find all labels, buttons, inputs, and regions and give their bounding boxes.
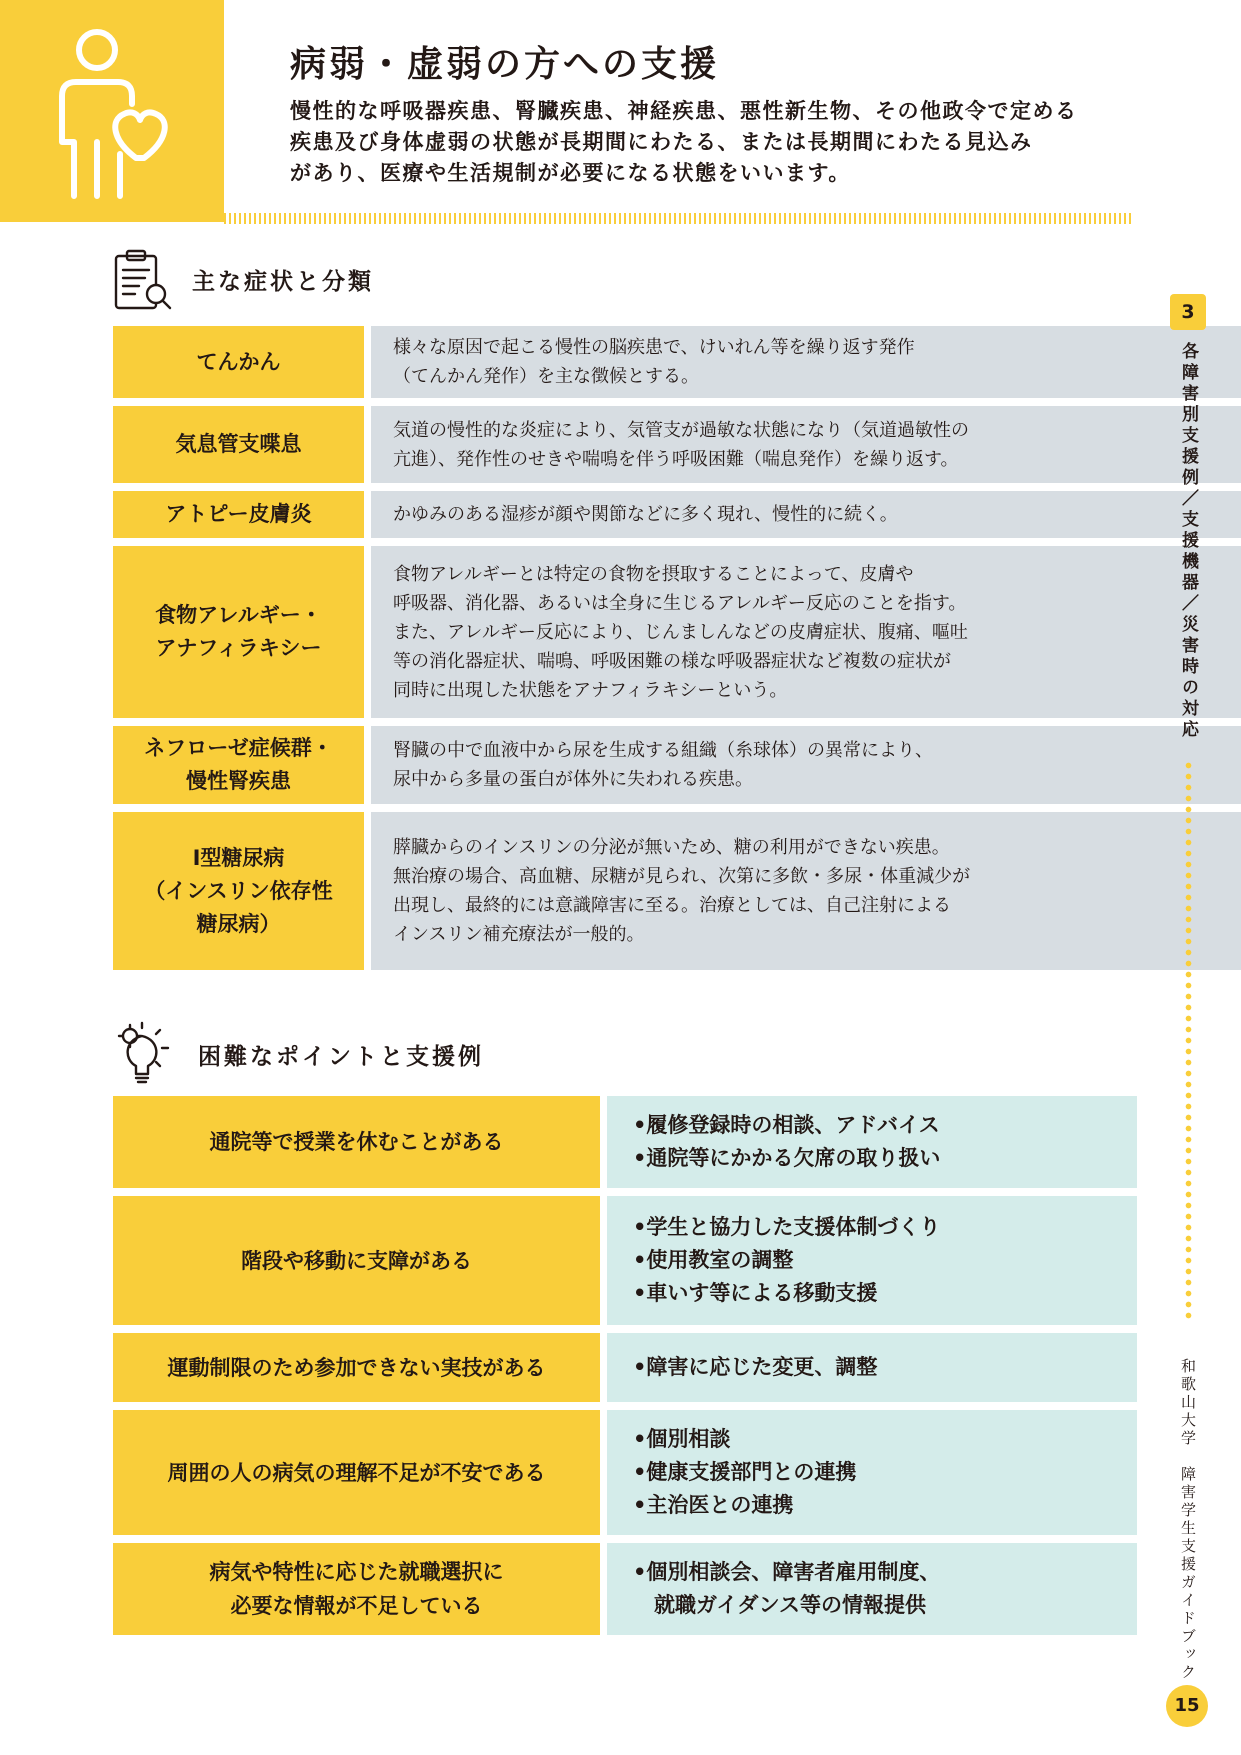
difficulty-point (113, 1543, 607, 1635)
term-line: 糖尿病） (196, 911, 281, 936)
term-line: Ⅰ型糖尿病 (192, 845, 285, 870)
desc-line: 膵臓からのインスリンの分泌が無いため、糖の利用ができない疾患。 (393, 837, 950, 858)
desc-line: （てんかん発作）を主な徴候とする。 (393, 366, 699, 387)
term-line: 食物アレルギー・ (155, 603, 322, 627)
desc-line: 食物アレルギーとは特定の食物を摂取することによって、皮膚や (393, 563, 914, 585)
intro-line: 慢性的な呼吸器疾患、腎臓疾患、神経疾患、悪性新生物、その他政令で定める (290, 99, 1078, 123)
lightbulb-gear-icon (112, 1020, 174, 1086)
desc-line: 同時に出現した状態をアナフィラキシーという。 (393, 679, 788, 701)
intro-line: 疾患及び身体虚弱の状態が長期間にわたる、または長期間にわたる見込み (290, 130, 1033, 154)
symptom-term (113, 491, 371, 538)
example-line: •個別相談 (633, 1427, 731, 1451)
example-line: 就職ガイダンス等の情報提供 (633, 1593, 926, 1617)
difficulty-point (113, 1333, 607, 1402)
page-title: 病弱・虚弱の方への支援 (290, 44, 720, 85)
support-table (113, 1088, 1137, 1643)
intro-line: があり、医療や生活規制が必要になる状態をいいます。 (290, 161, 851, 185)
symptom-term (113, 406, 371, 483)
difficulty-point (113, 1410, 607, 1535)
symptom-description (371, 406, 1241, 483)
desc-line: 気道の慢性的な炎症により、気管支が過敏な状態になり（気道過敏性の (393, 419, 969, 441)
desc-line: 出現し、最終的には意識障害に至る。治療としては、自己注射による (393, 895, 951, 916)
point-line: 周囲の人の病気の理解不足が不安である (167, 1460, 546, 1485)
desc-line: 様々な原因で起こる慢性の脳疾患で、けいれん等を繰り返す発作 (393, 337, 915, 358)
difficulty-point (113, 1096, 607, 1188)
point-line: 通院等で授業を休むことがある (209, 1130, 504, 1154)
chapter-title-vertical: 各障害別支援例／支援機器／災害時の対応 (1178, 342, 1198, 741)
symptom-term (113, 726, 371, 804)
example-line: •学生と協力した支援体制づくり (633, 1215, 941, 1239)
person-heart-icon (52, 24, 172, 204)
table-row (113, 1543, 1137, 1635)
support-heading: 困難なポイントと支援例 (198, 1044, 484, 1070)
example-line: •障害に応じた変更、調整 (633, 1355, 878, 1379)
page-number-badge: 15 (1166, 1685, 1208, 1727)
term-line: 気息管支喋息 (175, 432, 302, 456)
header-divider (224, 213, 1132, 224)
term-line: アナフィラキシー (155, 636, 322, 660)
desc-line: 亢進）、発作性のせきや喘鳴を伴う呼吸困難（喘息発作）を繰り返す。 (393, 448, 959, 470)
point-line: 運動制限のため参加できない実技がある (167, 1355, 546, 1380)
support-examples (607, 1096, 1137, 1188)
desc-line: 尿中から多量の蛋白が体外に失われる疾患。 (393, 769, 753, 790)
example-line: •個別相談会、障害者雇用制度、 (633, 1560, 941, 1584)
point-line: 必要な情報が不足している (230, 1594, 483, 1618)
symptom-description (371, 546, 1241, 718)
support-examples (607, 1543, 1137, 1635)
symptom-term (113, 812, 371, 970)
book-title-vertical: 和歌山大学 障害学生支援ガイドブック (1179, 1358, 1197, 1682)
header-accent-block (0, 0, 224, 222)
desc-line: 呼吸器、消化器、あるいは全身に生じるアレルギー反応のことを指す。 (393, 592, 967, 614)
example-line: •通院等にかかる欠席の取り扱い (633, 1146, 941, 1170)
term-line: （インスリン依存性 (144, 878, 333, 903)
example-line: •主治医との連携 (633, 1493, 794, 1517)
chapter-number-badge: 3 (1170, 294, 1206, 330)
support-examples (607, 1410, 1137, 1535)
example-line: •履修登録時の相談、アドバイス (633, 1113, 940, 1137)
table-row (113, 1196, 1137, 1325)
symptom-description (371, 326, 1241, 398)
example-line: •車いす等による移動支援 (633, 1281, 878, 1305)
term-line: てんかん (196, 349, 281, 374)
clipboard-search-icon (112, 248, 174, 314)
term-line: アトピー皮膚炎 (165, 502, 312, 526)
term-line: ネフローゼ症候群・ (144, 736, 333, 760)
table-row (113, 326, 1241, 398)
symptom-term (113, 326, 371, 398)
table-row (113, 491, 1241, 538)
difficulty-point (113, 1196, 607, 1325)
example-line: •使用教室の調整 (633, 1248, 794, 1272)
desc-line: インスリン補充療法が一般的。 (393, 924, 645, 945)
symptom-description (371, 491, 1241, 538)
table-row (113, 1410, 1137, 1535)
symptoms-heading: 主な症状と分類 (192, 269, 374, 295)
symptoms-table (113, 318, 1241, 978)
symptom-term (113, 546, 371, 718)
table-row (113, 812, 1241, 970)
example-line: •健康支援部門との連携 (633, 1460, 857, 1484)
point-line: 病気や特性に応じた就職選択に (209, 1560, 504, 1584)
term-line: 慢性腎疾患 (186, 769, 291, 793)
desc-line: 無治療の場合、高血糖、尿糖が見られ、次第に多飲・多尿・体重減少が (393, 866, 971, 887)
desc-line: また、アレルギー反応により、じんましんなどの皮膚症状、腹痛、嘔吐 (393, 621, 968, 643)
point-line: 階段や移動に支障がある (241, 1248, 472, 1273)
symptom-description (371, 812, 1241, 970)
intro-text (290, 96, 1130, 189)
table-row (113, 1096, 1137, 1188)
desc-line: 等の消化器症状、喘鳴、呼吸困難の様な呼吸器症状など複数の症状が (393, 650, 951, 672)
table-row (113, 1333, 1137, 1402)
table-row (113, 406, 1241, 483)
desc-line: かゆみのある湿疹が顔や関節などに多く現れ、慢性的に続く。 (393, 504, 898, 525)
support-examples (607, 1196, 1137, 1325)
dotted-divider (1185, 760, 1192, 1320)
support-examples (607, 1333, 1137, 1402)
table-row (113, 546, 1241, 718)
desc-line: 腎臓の中で血液中から尿を生成する組織（糸球体）の異常により、 (393, 740, 933, 761)
symptom-description (371, 726, 1241, 804)
table-row (113, 726, 1241, 804)
